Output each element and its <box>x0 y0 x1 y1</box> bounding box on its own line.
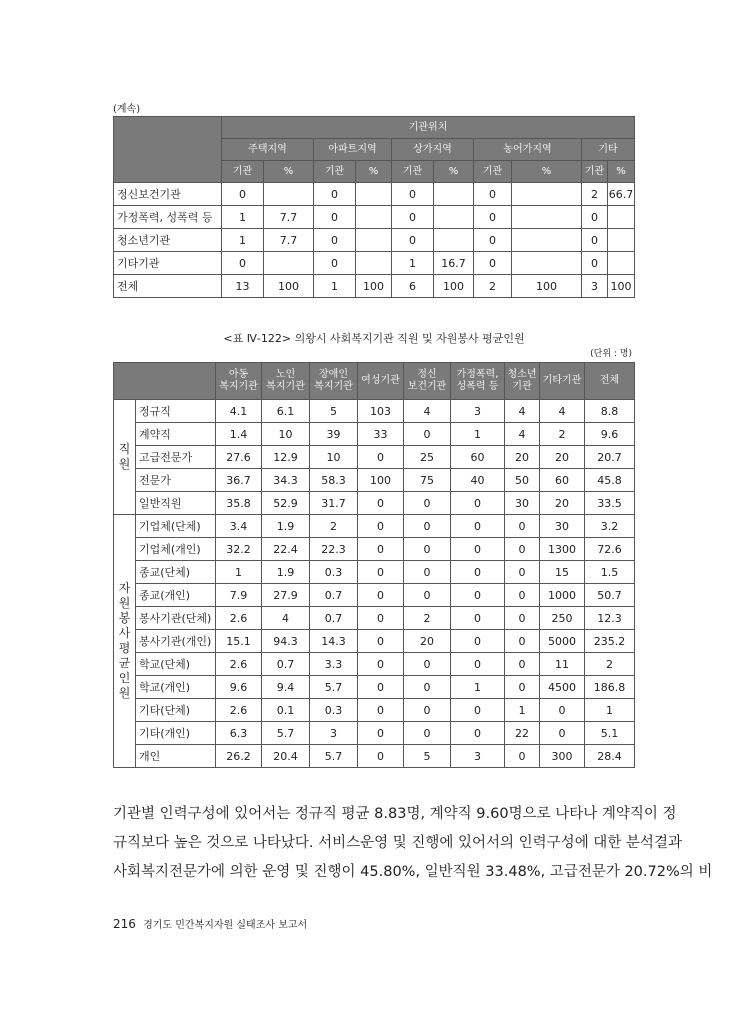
table-cell: 0 <box>505 676 540 699</box>
table-cell: 2 <box>310 515 358 538</box>
row-label: 종교(단체) <box>136 561 216 584</box>
header-area: 상가지역 <box>392 139 474 161</box>
table-cell: 0 <box>540 722 585 745</box>
column-header: 전체 <box>585 363 635 400</box>
book-title: 경기도 민간복지자원 실태조사 보고서 <box>143 920 308 931</box>
table-cell: 2.6 <box>216 699 262 722</box>
table-cell: 0 <box>222 252 264 275</box>
table-cell: 0.7 <box>310 584 358 607</box>
table-cell: 100 <box>356 275 392 298</box>
table-row <box>114 229 635 252</box>
header-sub: % <box>356 161 392 183</box>
column-header: 가정폭력, 성폭력 등 <box>451 363 505 400</box>
table-cell <box>356 183 392 206</box>
table-cell: 22.3 <box>310 538 358 561</box>
table-cell: 0 <box>474 183 512 206</box>
table-cell: 4 <box>262 607 310 630</box>
table-cell: 0 <box>474 206 512 229</box>
table-cell: 1300 <box>540 538 585 561</box>
table-row <box>114 515 635 538</box>
table-cell: 6 <box>392 275 434 298</box>
row-label: 기타기관 <box>114 252 222 275</box>
table-cell: 27.9 <box>262 584 310 607</box>
row-label: 고급전문가 <box>136 446 216 469</box>
table-cell: 235.2 <box>585 630 635 653</box>
table-cell: 4 <box>540 400 585 423</box>
table-row <box>114 423 635 446</box>
table-cell <box>512 229 582 252</box>
table-cell <box>434 183 474 206</box>
column-header: 장애인 복지기관 <box>310 363 358 400</box>
table-cell: 12.3 <box>585 607 635 630</box>
table-cell <box>356 229 392 252</box>
table-cell: 0 <box>451 584 505 607</box>
table-row <box>114 492 635 515</box>
column-header: 청소년 기관 <box>505 363 540 400</box>
table-cell: 0 <box>392 206 434 229</box>
table-cell: 50.7 <box>585 584 635 607</box>
table-cell: 5000 <box>540 630 585 653</box>
table-row <box>114 469 635 492</box>
table-cell: 5 <box>310 400 358 423</box>
table-cell: 0 <box>505 538 540 561</box>
table-cell: 20 <box>540 492 585 515</box>
table-cell: 58.3 <box>310 469 358 492</box>
table-cell: 9.4 <box>262 676 310 699</box>
row-label: 기업체(단체) <box>136 515 216 538</box>
row-label: 기업체(개인) <box>136 538 216 561</box>
header-sub: 기관 <box>222 161 264 183</box>
header-sub: % <box>434 161 474 183</box>
table-cell: 33 <box>358 423 404 446</box>
table-cell: 0 <box>451 561 505 584</box>
table-cell: 250 <box>540 607 585 630</box>
table-row <box>114 653 635 676</box>
table-cell: 3.4 <box>216 515 262 538</box>
table-cell: 4500 <box>540 676 585 699</box>
row-label: 기타(개인) <box>136 722 216 745</box>
table-cell: 0 <box>314 229 356 252</box>
table-cell: 20.7 <box>585 446 635 469</box>
table-cell <box>264 183 314 206</box>
table-cell: 0 <box>451 538 505 561</box>
table-cell: 39 <box>310 423 358 446</box>
header-sub: % <box>264 161 314 183</box>
table-cell: 6.3 <box>216 722 262 745</box>
header-sub: 기관 <box>392 161 434 183</box>
continued-label: (계속) <box>113 104 141 115</box>
table-cell: 0 <box>404 653 451 676</box>
table-cell: 3.3 <box>310 653 358 676</box>
table-cell: 5.7 <box>262 722 310 745</box>
table-cell: 10 <box>310 446 358 469</box>
table-cell: 0 <box>451 630 505 653</box>
table-cell: 2 <box>585 653 635 676</box>
table-cell: 26.2 <box>216 745 262 768</box>
table-cell: 60 <box>451 446 505 469</box>
table-cell: 7.9 <box>216 584 262 607</box>
table-cell: 13 <box>222 275 264 298</box>
row-label: 학교(개인) <box>136 676 216 699</box>
table-cell: 0 <box>314 206 356 229</box>
table-cell: 16.7 <box>434 252 474 275</box>
table-cell: 22 <box>505 722 540 745</box>
table-cell: 2 <box>540 423 585 446</box>
table-cell: 0 <box>404 515 451 538</box>
table-cell: 52.9 <box>262 492 310 515</box>
table-cell: 7.7 <box>264 206 314 229</box>
table-cell: 0 <box>358 492 404 515</box>
table-cell <box>608 206 635 229</box>
table-row <box>114 584 635 607</box>
column-header: 여성기관 <box>358 363 404 400</box>
table-cell: 1.5 <box>585 561 635 584</box>
table-cell: 15 <box>540 561 585 584</box>
paragraph-line: 기관별 인력구성에 있어서는 정규직 평균 8.83명, 계약직 9.60명으로 나타나 계약직이 정 <box>113 806 677 822</box>
table-cell: 0.7 <box>262 653 310 676</box>
column-header: 기타기관 <box>540 363 585 400</box>
paragraph-line: 규직보다 높은 것으로 나타났다. 서비스운영 및 진행에 있어서의 인력구성에 대한 분석결과 <box>113 835 682 851</box>
table-cell: 12.9 <box>262 446 310 469</box>
table-cell: 8.8 <box>585 400 635 423</box>
table-row <box>114 275 635 298</box>
table-cell: 40 <box>451 469 505 492</box>
table-cell <box>608 229 635 252</box>
table-cell: 2 <box>582 183 608 206</box>
table-cell <box>512 252 582 275</box>
table-cell: 2.6 <box>216 653 262 676</box>
table-cell: 75 <box>404 469 451 492</box>
table-cell: 0 <box>358 653 404 676</box>
table-cell: 72.6 <box>585 538 635 561</box>
table-cell: 0 <box>358 561 404 584</box>
table-cell: 0 <box>358 538 404 561</box>
table-cell: 1.9 <box>262 515 310 538</box>
row-label: 종교(개인) <box>136 584 216 607</box>
row-label: 개인 <box>136 745 216 768</box>
table-cell: 0 <box>451 722 505 745</box>
table-cell: 0 <box>451 699 505 722</box>
column-header: 아동 복지기관 <box>216 363 262 400</box>
table-row <box>114 676 635 699</box>
table-cell: 1.4 <box>216 423 262 446</box>
table-row <box>114 183 635 206</box>
table-cell <box>512 183 582 206</box>
table-cell: 0 <box>392 183 434 206</box>
header-corner <box>114 117 222 183</box>
table-cell: 0 <box>404 722 451 745</box>
header-sub: % <box>512 161 582 183</box>
table-cell: 30 <box>540 515 585 538</box>
table-cell: 0 <box>582 206 608 229</box>
table-cell: 1 <box>314 275 356 298</box>
table-cell: 0 <box>404 492 451 515</box>
header-area: 아파트지역 <box>314 139 392 161</box>
table-cell: 1 <box>505 699 540 722</box>
group-label: 자 원 봉 사 평 균 인 원 <box>114 515 136 768</box>
table-cell: 5.7 <box>310 676 358 699</box>
table-cell: 7.7 <box>264 229 314 252</box>
table-cell: 0 <box>358 699 404 722</box>
table-cell: 3.2 <box>585 515 635 538</box>
table-cell: 31.7 <box>310 492 358 515</box>
staff-volunteer-table <box>113 362 635 768</box>
table-cell: 0 <box>358 515 404 538</box>
table-cell: 0 <box>505 630 540 653</box>
table-cell: 0 <box>451 515 505 538</box>
table-cell: 15.1 <box>216 630 262 653</box>
row-label: 일반직원 <box>136 492 216 515</box>
header-area: 농어가지역 <box>474 139 582 161</box>
table-cell: 2.6 <box>216 607 262 630</box>
table-cell: 22.4 <box>262 538 310 561</box>
table-cell: 1 <box>585 699 635 722</box>
column-header: 정신 보건기관 <box>404 363 451 400</box>
table-cell: 34.3 <box>262 469 310 492</box>
table-cell: 0 <box>505 607 540 630</box>
paragraph-line: 사회복지전문가에 의한 운영 및 진행이 45.80%, 일반직원 33.48%, 고급전문가 20.72%의 비 <box>113 864 713 880</box>
table-cell: 4 <box>404 400 451 423</box>
table-cell: 100 <box>512 275 582 298</box>
table-cell: 32.2 <box>216 538 262 561</box>
group-label: 직 원 <box>114 400 136 515</box>
table-cell: 0 <box>404 423 451 446</box>
table-cell: 3 <box>451 745 505 768</box>
column-header: 노인 복지기관 <box>262 363 310 400</box>
table-cell: 0 <box>582 252 608 275</box>
table-row <box>114 745 635 768</box>
table-cell: 1 <box>216 561 262 584</box>
table-cell: 3 <box>582 275 608 298</box>
table-cell: 0 <box>505 584 540 607</box>
table-cell <box>356 206 392 229</box>
table-cell: 20 <box>540 446 585 469</box>
table-row <box>114 630 635 653</box>
table-cell: 0 <box>358 676 404 699</box>
table-cell: 36.7 <box>216 469 262 492</box>
page-number: 216 <box>113 917 136 931</box>
table-cell: 5.7 <box>310 745 358 768</box>
table-cell: 0 <box>314 183 356 206</box>
header-location: 기관위치 <box>222 117 635 139</box>
table-cell: 0 <box>358 722 404 745</box>
row-label: 학교(단체) <box>136 653 216 676</box>
table-cell: 300 <box>540 745 585 768</box>
table-cell: 0.3 <box>310 561 358 584</box>
table-cell: 0 <box>404 584 451 607</box>
table-cell: 1 <box>392 252 434 275</box>
table-row <box>114 206 635 229</box>
table-cell: 4 <box>505 400 540 423</box>
table-cell: 27.6 <box>216 446 262 469</box>
row-label: 봉사기관(개인) <box>136 630 216 653</box>
table-cell: 0 <box>314 252 356 275</box>
table-cell: 186.8 <box>585 676 635 699</box>
unit-label: (단위 : 명) <box>590 349 632 359</box>
table-row <box>114 722 635 745</box>
table-cell: 0 <box>358 446 404 469</box>
table-row <box>114 400 635 423</box>
table-cell: 2 <box>404 607 451 630</box>
table-row <box>114 607 635 630</box>
table-cell: 11 <box>540 653 585 676</box>
row-label: 기타(단체) <box>136 699 216 722</box>
table-cell <box>512 206 582 229</box>
row-label: 정규직 <box>136 400 216 423</box>
table-cell: 3 <box>310 722 358 745</box>
table-cell <box>434 229 474 252</box>
table-cell: 0 <box>505 745 540 768</box>
table-cell: 100 <box>608 275 635 298</box>
table-cell: 20.4 <box>262 745 310 768</box>
table-cell: 4 <box>505 423 540 446</box>
table-row <box>114 252 635 275</box>
table-cell: 66.7 <box>608 183 635 206</box>
table-cell: 1 <box>451 676 505 699</box>
table-cell: 0 <box>505 515 540 538</box>
header-area: 주택지역 <box>222 139 314 161</box>
table-cell: 5.1 <box>585 722 635 745</box>
table-cell: 1000 <box>540 584 585 607</box>
table-cell: 10 <box>262 423 310 446</box>
table-cell <box>434 206 474 229</box>
table-cell <box>356 252 392 275</box>
table-cell: 0 <box>404 676 451 699</box>
table-cell: 0 <box>582 229 608 252</box>
table-cell: 0.1 <box>262 699 310 722</box>
table-cell: 2 <box>474 275 512 298</box>
table-cell: 25 <box>404 446 451 469</box>
table-cell: 1 <box>222 229 264 252</box>
table-cell: 0 <box>505 561 540 584</box>
table-cell: 0 <box>474 252 512 275</box>
table-cell: 100 <box>264 275 314 298</box>
row-label: 가정폭력, 성폭력 등 <box>114 206 222 229</box>
table-cell: 45.8 <box>585 469 635 492</box>
table-cell: 0 <box>358 584 404 607</box>
table-cell: 0 <box>451 492 505 515</box>
table-cell: 94.3 <box>262 630 310 653</box>
location-table <box>113 116 635 298</box>
table-cell: 28.4 <box>585 745 635 768</box>
table-cell <box>264 252 314 275</box>
table-row <box>114 561 635 584</box>
header-sub: 기관 <box>474 161 512 183</box>
row-label: 청소년기관 <box>114 229 222 252</box>
table-row <box>114 699 635 722</box>
table-cell: 50 <box>505 469 540 492</box>
row-label: 봉사기관(단체) <box>136 607 216 630</box>
table-cell: 4.1 <box>216 400 262 423</box>
table-cell: 0 <box>474 229 512 252</box>
header-area: 기타 <box>582 139 635 161</box>
table-cell: 0 <box>540 699 585 722</box>
table-cell: 30 <box>505 492 540 515</box>
table-cell: 0 <box>451 653 505 676</box>
row-label: 전문가 <box>136 469 216 492</box>
table-cell: 0.3 <box>310 699 358 722</box>
table-cell: 0 <box>358 745 404 768</box>
table-cell: 20 <box>404 630 451 653</box>
row-label: 정신보건기관 <box>114 183 222 206</box>
table-cell: 0 <box>404 561 451 584</box>
body-paragraph <box>113 800 713 887</box>
table-cell: 0 <box>404 699 451 722</box>
table-cell: 0 <box>451 607 505 630</box>
table-cell: 5 <box>404 745 451 768</box>
table-cell: 1 <box>222 206 264 229</box>
table-row <box>114 446 635 469</box>
table-cell: 0 <box>505 653 540 676</box>
page-footer <box>113 916 307 931</box>
table-cell: 6.1 <box>262 400 310 423</box>
table-row <box>114 538 635 561</box>
table-cell: 35.8 <box>216 492 262 515</box>
table-cell: 9.6 <box>216 676 262 699</box>
table-cell: 60 <box>540 469 585 492</box>
table-cell: 20 <box>505 446 540 469</box>
table-cell: 0 <box>404 538 451 561</box>
header-corner <box>114 363 216 400</box>
table-cell: 0 <box>358 630 404 653</box>
table-cell: 1 <box>451 423 505 446</box>
table-cell: 0 <box>358 607 404 630</box>
table-cell: 100 <box>434 275 474 298</box>
table-cell: 0 <box>392 229 434 252</box>
table-cell: 100 <box>358 469 404 492</box>
table-caption: <표 Ⅳ-122> 의왕시 사회복지기관 직원 및 자원봉사 평균인원 <box>223 332 525 345</box>
table-cell: 0.7 <box>310 607 358 630</box>
table-cell <box>608 252 635 275</box>
table-cell: 14.3 <box>310 630 358 653</box>
table-cell: 103 <box>358 400 404 423</box>
table-cell: 3 <box>451 400 505 423</box>
table-cell: 1.9 <box>262 561 310 584</box>
header-sub: 기관 <box>314 161 356 183</box>
table-cell: 33.5 <box>585 492 635 515</box>
table-cell: 9.6 <box>585 423 635 446</box>
header-sub: % <box>608 161 635 183</box>
row-label: 전체 <box>114 275 222 298</box>
header-sub: 기관 <box>582 161 608 183</box>
table-cell: 0 <box>222 183 264 206</box>
row-label: 계약직 <box>136 423 216 446</box>
